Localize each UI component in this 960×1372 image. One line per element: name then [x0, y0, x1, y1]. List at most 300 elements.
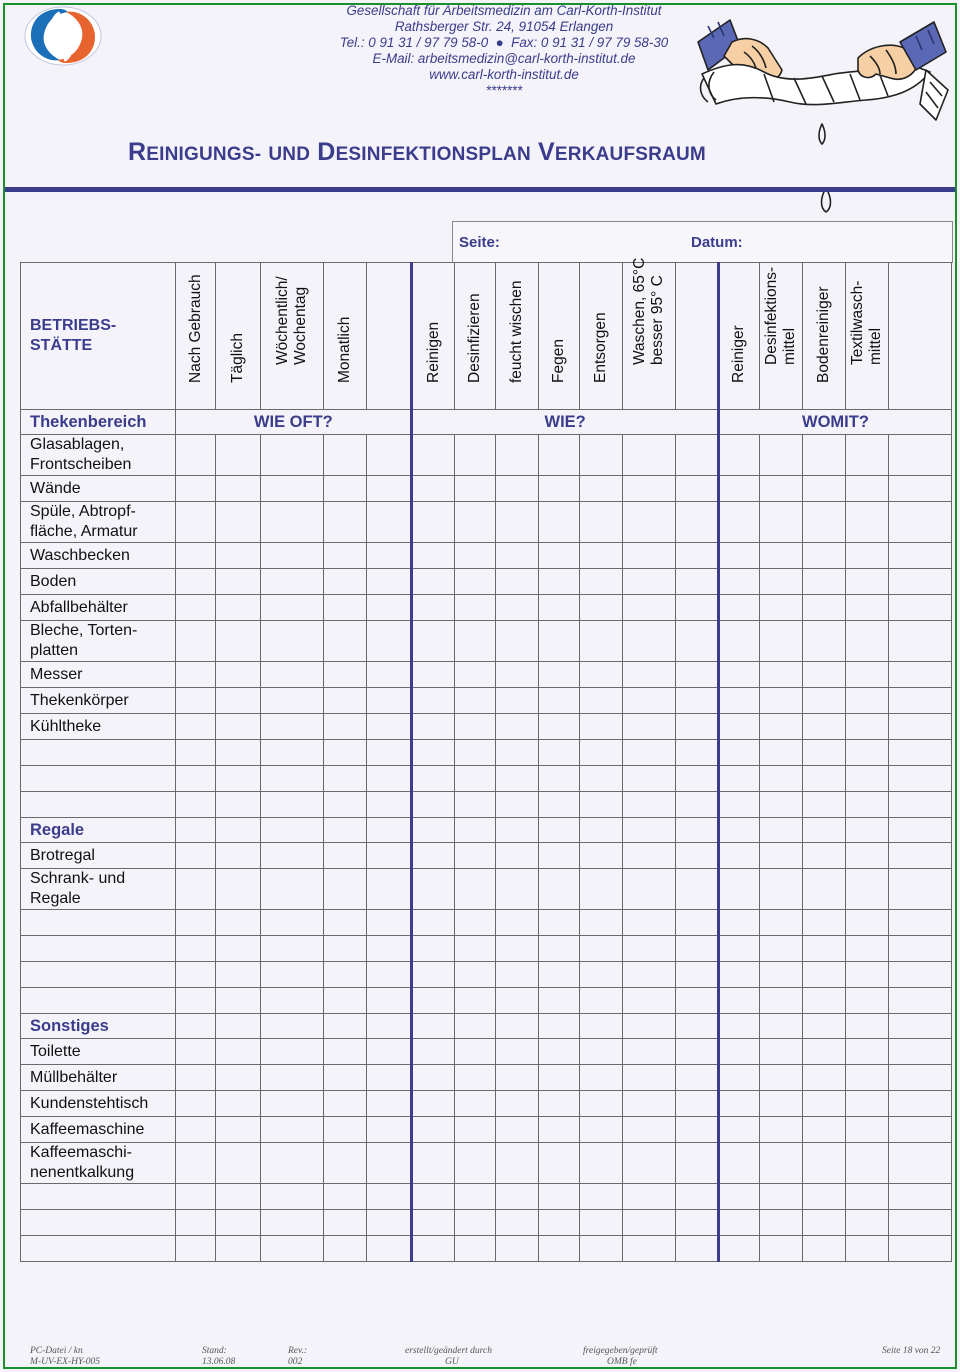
check-cell[interactable] [802, 910, 845, 936]
check-cell[interactable] [845, 792, 888, 818]
check-cell[interactable] [216, 662, 261, 688]
check-cell[interactable] [888, 1039, 951, 1065]
check-cell[interactable] [845, 1236, 888, 1262]
check-cell[interactable] [216, 1184, 261, 1210]
check-cell[interactable] [759, 910, 802, 936]
check-cell[interactable] [759, 688, 802, 714]
check-cell[interactable] [367, 1117, 412, 1143]
check-cell[interactable] [367, 1039, 412, 1065]
check-cell[interactable] [622, 476, 675, 502]
check-cell[interactable] [888, 988, 951, 1014]
check-cell[interactable] [676, 543, 719, 569]
check-cell[interactable] [676, 435, 719, 476]
check-cell[interactable] [579, 1143, 622, 1184]
check-cell[interactable] [888, 792, 951, 818]
check-cell[interactable] [759, 1184, 802, 1210]
check-cell[interactable] [176, 595, 216, 621]
check-cell[interactable] [216, 740, 261, 766]
check-cell[interactable] [759, 936, 802, 962]
check-cell[interactable] [888, 1236, 951, 1262]
check-cell[interactable] [622, 502, 675, 543]
check-cell[interactable] [888, 1091, 951, 1117]
check-cell[interactable] [367, 1014, 412, 1039]
check-cell[interactable] [676, 792, 719, 818]
check-cell[interactable] [676, 1039, 719, 1065]
check-cell[interactable] [216, 1065, 261, 1091]
check-cell[interactable] [261, 621, 324, 662]
check-cell[interactable] [888, 1184, 951, 1210]
check-cell[interactable] [802, 1039, 845, 1065]
check-cell[interactable] [176, 936, 216, 962]
check-cell[interactable] [324, 988, 367, 1014]
check-cell[interactable] [539, 962, 580, 988]
check-cell[interactable] [888, 1065, 951, 1091]
check-cell[interactable] [676, 688, 719, 714]
check-cell[interactable] [802, 1065, 845, 1091]
check-cell[interactable] [802, 435, 845, 476]
check-cell[interactable] [324, 688, 367, 714]
check-cell[interactable] [802, 476, 845, 502]
check-cell[interactable] [718, 1236, 759, 1262]
check-cell[interactable] [888, 1210, 951, 1236]
check-cell[interactable] [176, 1014, 216, 1039]
check-cell[interactable] [718, 1117, 759, 1143]
check-cell[interactable] [759, 1091, 802, 1117]
check-cell[interactable] [622, 569, 675, 595]
check-cell[interactable] [496, 621, 539, 662]
check-cell[interactable] [455, 476, 496, 502]
check-cell[interactable] [216, 1117, 261, 1143]
check-cell[interactable] [802, 714, 845, 740]
check-cell[interactable] [496, 1091, 539, 1117]
check-cell[interactable] [216, 1014, 261, 1039]
check-cell[interactable] [216, 543, 261, 569]
check-cell[interactable] [676, 766, 719, 792]
check-cell[interactable] [455, 435, 496, 476]
check-cell[interactable] [496, 1065, 539, 1091]
check-cell[interactable] [579, 1091, 622, 1117]
check-cell[interactable] [539, 688, 580, 714]
check-cell[interactable] [324, 818, 367, 843]
check-cell[interactable] [216, 1210, 261, 1236]
check-cell[interactable] [455, 740, 496, 766]
check-cell[interactable] [579, 1014, 622, 1039]
check-cell[interactable] [845, 435, 888, 476]
check-cell[interactable] [845, 936, 888, 962]
check-cell[interactable] [539, 1014, 580, 1039]
check-cell[interactable] [676, 962, 719, 988]
check-cell[interactable] [676, 1091, 719, 1117]
check-cell[interactable] [261, 988, 324, 1014]
check-cell[interactable] [261, 818, 324, 843]
check-cell[interactable] [802, 936, 845, 962]
check-cell[interactable] [216, 843, 261, 869]
check-cell[interactable] [888, 476, 951, 502]
check-cell[interactable] [455, 543, 496, 569]
check-cell[interactable] [845, 1184, 888, 1210]
check-cell[interactable] [455, 1210, 496, 1236]
check-cell[interactable] [261, 766, 324, 792]
check-cell[interactable] [802, 688, 845, 714]
check-cell[interactable] [539, 988, 580, 1014]
check-cell[interactable] [802, 662, 845, 688]
check-cell[interactable] [367, 766, 412, 792]
check-cell[interactable] [496, 1039, 539, 1065]
check-cell[interactable] [324, 1014, 367, 1039]
check-cell[interactable] [676, 818, 719, 843]
check-cell[interactable] [759, 476, 802, 502]
check-cell[interactable] [579, 569, 622, 595]
check-cell[interactable] [176, 988, 216, 1014]
check-cell[interactable] [455, 662, 496, 688]
check-cell[interactable] [216, 569, 261, 595]
check-cell[interactable] [718, 662, 759, 688]
check-cell[interactable] [176, 435, 216, 476]
check-cell[interactable] [455, 910, 496, 936]
check-cell[interactable] [802, 1210, 845, 1236]
check-cell[interactable] [412, 740, 455, 766]
check-cell[interactable] [759, 962, 802, 988]
check-cell[interactable] [676, 1184, 719, 1210]
check-cell[interactable] [412, 1143, 455, 1184]
check-cell[interactable] [759, 1117, 802, 1143]
check-cell[interactable] [496, 1014, 539, 1039]
check-cell[interactable] [888, 1117, 951, 1143]
check-cell[interactable] [216, 714, 261, 740]
check-cell[interactable] [718, 843, 759, 869]
check-cell[interactable] [176, 766, 216, 792]
check-cell[interactable] [759, 435, 802, 476]
check-cell[interactable] [367, 1143, 412, 1184]
check-cell[interactable] [802, 1091, 845, 1117]
check-cell[interactable] [176, 740, 216, 766]
check-cell[interactable] [718, 766, 759, 792]
check-cell[interactable] [367, 1236, 412, 1262]
check-cell[interactable] [888, 766, 951, 792]
check-cell[interactable] [579, 595, 622, 621]
check-cell[interactable] [579, 1236, 622, 1262]
check-cell[interactable] [845, 621, 888, 662]
check-cell[interactable] [261, 792, 324, 818]
check-cell[interactable] [845, 1065, 888, 1091]
check-cell[interactable] [579, 792, 622, 818]
check-cell[interactable] [622, 910, 675, 936]
check-cell[interactable] [802, 1143, 845, 1184]
check-cell[interactable] [367, 435, 412, 476]
check-cell[interactable] [324, 621, 367, 662]
check-cell[interactable] [718, 988, 759, 1014]
check-cell[interactable] [718, 569, 759, 595]
check-cell[interactable] [367, 1091, 412, 1117]
check-cell[interactable] [216, 1039, 261, 1065]
check-cell[interactable] [802, 595, 845, 621]
check-cell[interactable] [718, 621, 759, 662]
check-cell[interactable] [802, 1117, 845, 1143]
check-cell[interactable] [324, 962, 367, 988]
check-cell[interactable] [676, 988, 719, 1014]
check-cell[interactable] [367, 869, 412, 910]
check-cell[interactable] [539, 1091, 580, 1117]
check-cell[interactable] [718, 1184, 759, 1210]
check-cell[interactable] [176, 869, 216, 910]
check-cell[interactable] [455, 818, 496, 843]
check-cell[interactable] [216, 988, 261, 1014]
check-cell[interactable] [176, 1210, 216, 1236]
check-cell[interactable] [176, 714, 216, 740]
check-cell[interactable] [802, 962, 845, 988]
check-cell[interactable] [845, 1210, 888, 1236]
check-cell[interactable] [216, 869, 261, 910]
check-cell[interactable] [176, 1065, 216, 1091]
check-cell[interactable] [455, 714, 496, 740]
check-cell[interactable] [324, 1039, 367, 1065]
check-cell[interactable] [324, 1065, 367, 1091]
check-cell[interactable] [367, 936, 412, 962]
check-cell[interactable] [324, 569, 367, 595]
check-cell[interactable] [176, 1143, 216, 1184]
check-cell[interactable] [888, 435, 951, 476]
check-cell[interactable] [888, 621, 951, 662]
check-cell[interactable] [888, 818, 951, 843]
check-cell[interactable] [888, 869, 951, 910]
check-cell[interactable] [367, 1210, 412, 1236]
check-cell[interactable] [176, 476, 216, 502]
check-cell[interactable] [579, 688, 622, 714]
check-cell[interactable] [412, 502, 455, 543]
check-cell[interactable] [888, 1014, 951, 1039]
check-cell[interactable] [412, 662, 455, 688]
check-cell[interactable] [412, 910, 455, 936]
check-cell[interactable] [176, 662, 216, 688]
check-cell[interactable] [496, 843, 539, 869]
check-cell[interactable] [367, 1065, 412, 1091]
check-cell[interactable] [622, 818, 675, 843]
check-cell[interactable] [539, 740, 580, 766]
check-cell[interactable] [676, 869, 719, 910]
check-cell[interactable] [802, 988, 845, 1014]
check-cell[interactable] [539, 543, 580, 569]
check-cell[interactable] [718, 740, 759, 766]
check-cell[interactable] [622, 740, 675, 766]
check-cell[interactable] [579, 1065, 622, 1091]
check-cell[interactable] [261, 843, 324, 869]
check-cell[interactable] [216, 766, 261, 792]
check-cell[interactable] [888, 502, 951, 543]
check-cell[interactable] [802, 543, 845, 569]
check-cell[interactable] [496, 476, 539, 502]
check-cell[interactable] [176, 843, 216, 869]
check-cell[interactable] [216, 435, 261, 476]
check-cell[interactable] [622, 543, 675, 569]
check-cell[interactable] [216, 621, 261, 662]
check-cell[interactable] [718, 818, 759, 843]
check-cell[interactable] [216, 502, 261, 543]
check-cell[interactable] [412, 792, 455, 818]
check-cell[interactable] [261, 569, 324, 595]
check-cell[interactable] [261, 936, 324, 962]
check-cell[interactable] [845, 1091, 888, 1117]
check-cell[interactable] [496, 962, 539, 988]
check-cell[interactable] [412, 1014, 455, 1039]
check-cell[interactable] [539, 1065, 580, 1091]
check-cell[interactable] [676, 595, 719, 621]
check-cell[interactable] [845, 476, 888, 502]
check-cell[interactable] [412, 962, 455, 988]
check-cell[interactable] [622, 662, 675, 688]
check-cell[interactable] [324, 543, 367, 569]
check-cell[interactable] [759, 792, 802, 818]
check-cell[interactable] [455, 792, 496, 818]
check-cell[interactable] [216, 962, 261, 988]
check-cell[interactable] [455, 766, 496, 792]
check-cell[interactable] [759, 1210, 802, 1236]
check-cell[interactable] [802, 1236, 845, 1262]
check-cell[interactable] [324, 792, 367, 818]
check-cell[interactable] [845, 543, 888, 569]
check-cell[interactable] [676, 502, 719, 543]
check-cell[interactable] [579, 662, 622, 688]
check-cell[interactable] [622, 1039, 675, 1065]
check-cell[interactable] [539, 1143, 580, 1184]
check-cell[interactable] [845, 662, 888, 688]
check-cell[interactable] [176, 1091, 216, 1117]
check-cell[interactable] [676, 1065, 719, 1091]
check-cell[interactable] [539, 621, 580, 662]
check-cell[interactable] [261, 502, 324, 543]
check-cell[interactable] [324, 1091, 367, 1117]
check-cell[interactable] [176, 1117, 216, 1143]
check-cell[interactable] [324, 766, 367, 792]
check-cell[interactable] [539, 869, 580, 910]
check-cell[interactable] [718, 502, 759, 543]
check-cell[interactable] [455, 843, 496, 869]
check-cell[interactable] [579, 543, 622, 569]
check-cell[interactable] [216, 688, 261, 714]
check-cell[interactable] [367, 962, 412, 988]
check-cell[interactable] [496, 502, 539, 543]
check-cell[interactable] [539, 595, 580, 621]
check-cell[interactable] [845, 595, 888, 621]
check-cell[interactable] [759, 595, 802, 621]
check-cell[interactable] [759, 988, 802, 1014]
check-cell[interactable] [455, 962, 496, 988]
check-cell[interactable] [676, 662, 719, 688]
check-cell[interactable] [367, 502, 412, 543]
check-cell[interactable] [888, 662, 951, 688]
check-cell[interactable] [579, 936, 622, 962]
check-cell[interactable] [622, 714, 675, 740]
check-cell[interactable] [324, 662, 367, 688]
check-cell[interactable] [759, 740, 802, 766]
check-cell[interactable] [261, 1117, 324, 1143]
check-cell[interactable] [367, 818, 412, 843]
check-cell[interactable] [845, 688, 888, 714]
check-cell[interactable] [718, 435, 759, 476]
check-cell[interactable] [622, 595, 675, 621]
check-cell[interactable] [622, 1065, 675, 1091]
check-cell[interactable] [412, 476, 455, 502]
check-cell[interactable] [412, 435, 455, 476]
check-cell[interactable] [676, 843, 719, 869]
check-cell[interactable] [802, 818, 845, 843]
check-cell[interactable] [496, 936, 539, 962]
check-cell[interactable] [579, 476, 622, 502]
check-cell[interactable] [622, 988, 675, 1014]
check-cell[interactable] [176, 818, 216, 843]
check-cell[interactable] [324, 910, 367, 936]
check-cell[interactable] [539, 1039, 580, 1065]
check-cell[interactable] [412, 936, 455, 962]
check-cell[interactable] [496, 1117, 539, 1143]
check-cell[interactable] [579, 1039, 622, 1065]
check-cell[interactable] [676, 936, 719, 962]
check-cell[interactable] [367, 910, 412, 936]
check-cell[interactable] [324, 1236, 367, 1262]
check-cell[interactable] [412, 621, 455, 662]
check-cell[interactable] [539, 910, 580, 936]
check-cell[interactable] [539, 476, 580, 502]
check-cell[interactable] [539, 1210, 580, 1236]
check-cell[interactable] [845, 962, 888, 988]
check-cell[interactable] [496, 714, 539, 740]
check-cell[interactable] [324, 936, 367, 962]
check-cell[interactable] [759, 818, 802, 843]
check-cell[interactable] [324, 1143, 367, 1184]
check-cell[interactable] [261, 476, 324, 502]
check-cell[interactable] [261, 910, 324, 936]
check-cell[interactable] [261, 714, 324, 740]
check-cell[interactable] [412, 1210, 455, 1236]
check-cell[interactable] [539, 818, 580, 843]
check-cell[interactable] [718, 910, 759, 936]
check-cell[interactable] [496, 595, 539, 621]
check-cell[interactable] [759, 1065, 802, 1091]
check-cell[interactable] [622, 1184, 675, 1210]
check-cell[interactable] [718, 792, 759, 818]
check-cell[interactable] [261, 1014, 324, 1039]
check-cell[interactable] [845, 1014, 888, 1039]
check-cell[interactable] [455, 569, 496, 595]
check-cell[interactable] [539, 766, 580, 792]
check-cell[interactable] [367, 792, 412, 818]
check-cell[interactable] [216, 1091, 261, 1117]
check-cell[interactable] [579, 740, 622, 766]
check-cell[interactable] [539, 1184, 580, 1210]
check-cell[interactable] [845, 740, 888, 766]
check-cell[interactable] [845, 569, 888, 595]
email-link[interactable]: E-Mail: arbeitsmedizin@carl-korth-institut.de [372, 51, 636, 66]
check-cell[interactable] [261, 1143, 324, 1184]
check-cell[interactable] [622, 1143, 675, 1184]
check-cell[interactable] [261, 1236, 324, 1262]
check-cell[interactable] [718, 962, 759, 988]
check-cell[interactable] [888, 936, 951, 962]
check-cell[interactable] [676, 910, 719, 936]
check-cell[interactable] [367, 688, 412, 714]
check-cell[interactable] [888, 1143, 951, 1184]
check-cell[interactable] [496, 543, 539, 569]
check-cell[interactable] [412, 1117, 455, 1143]
check-cell[interactable] [455, 621, 496, 662]
check-cell[interactable] [845, 910, 888, 936]
check-cell[interactable] [539, 1236, 580, 1262]
check-cell[interactable] [412, 1091, 455, 1117]
check-cell[interactable] [888, 688, 951, 714]
check-cell[interactable] [367, 569, 412, 595]
check-cell[interactable] [802, 766, 845, 792]
check-cell[interactable] [718, 1039, 759, 1065]
check-cell[interactable] [176, 1039, 216, 1065]
